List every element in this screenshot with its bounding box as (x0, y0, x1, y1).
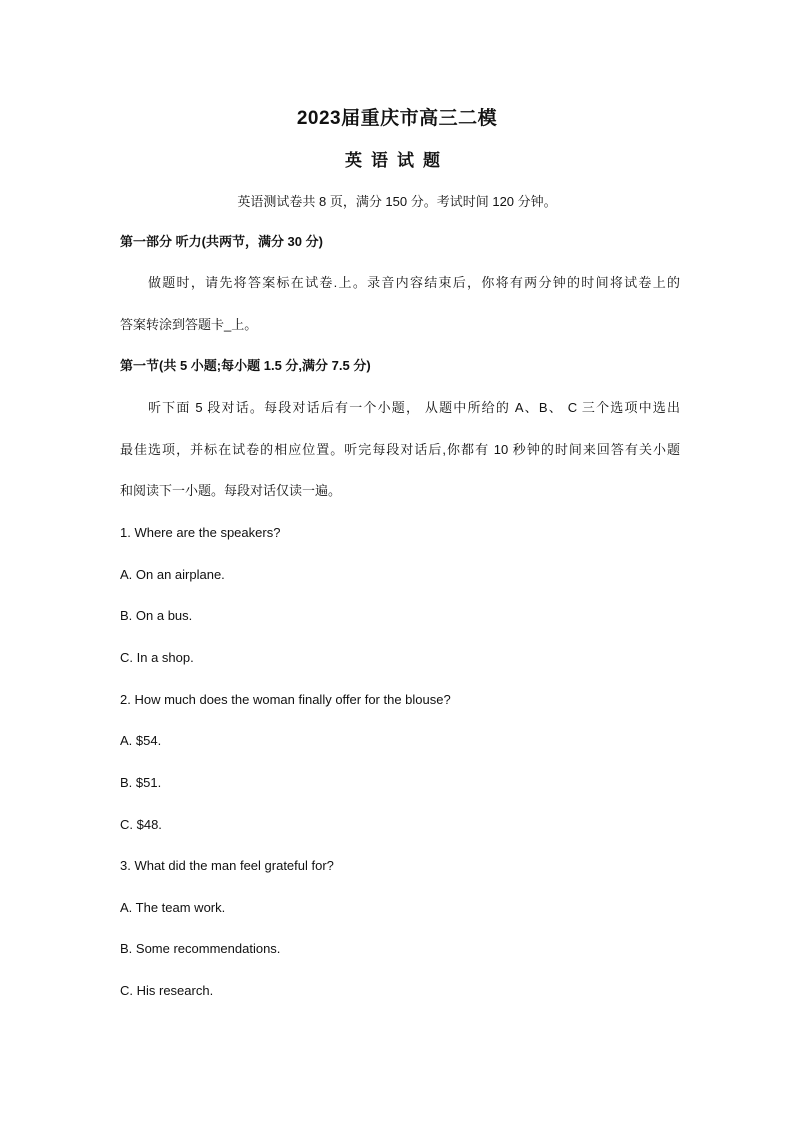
part1-instruction-line: 答案转涂到答题卡_上。 (120, 317, 258, 332)
section1-heading: 第一节(共 5 小题;每小题 1.5 分,满分 7.5 分) (120, 358, 371, 373)
question-option: B. On a bus. (120, 608, 193, 623)
question-option: B. $51. (120, 775, 162, 790)
exam-info: 英语测试卷共 8 页，满分 150 分。考试时间 120 分钟。 (237, 194, 557, 209)
section1-instruction-line: 和阅读下一小题。每段对话仅读一遍。 (120, 483, 342, 498)
exam-subtitle: 英语试题 (345, 151, 449, 170)
section1-instruction-line: 最佳选项，并标在试卷的相应位置。听完每段对话后,你都有 10 秒钟的时间来回答有关小题 (120, 442, 680, 457)
question-option: C. His research. (120, 983, 214, 998)
question-stem: 1. Where are the speakers? (120, 525, 281, 540)
section1-instruction-line: 听下面 5 段对话。每段对话后有一个小题， 从题中所给的 A、B、 C 三个选项中选出 (148, 400, 680, 415)
question-option: A. $54. (120, 733, 162, 748)
question-option: A. On an airplane. (120, 567, 225, 582)
question-stem: 3. What did the man feel grateful for? (120, 858, 334, 873)
question-stem: 2. How much does the woman finally offer for the blouse? (120, 692, 451, 707)
exam-title: 2023届重庆市高三二模 (296, 108, 498, 129)
question-option: A. The team work. (120, 900, 226, 915)
part1-instruction-line: 做题时，请先将答案标在试卷.上。录音内容结束后，你将有两分钟的时间将试卷上的 (148, 275, 680, 290)
question-option: C. In a shop. (120, 650, 194, 665)
part1-heading: 第一部分 听力(共两节，满分 30 分) (120, 234, 323, 249)
question-option: C. $48. (120, 817, 162, 832)
question-option: B. Some recommendations. (120, 941, 281, 956)
